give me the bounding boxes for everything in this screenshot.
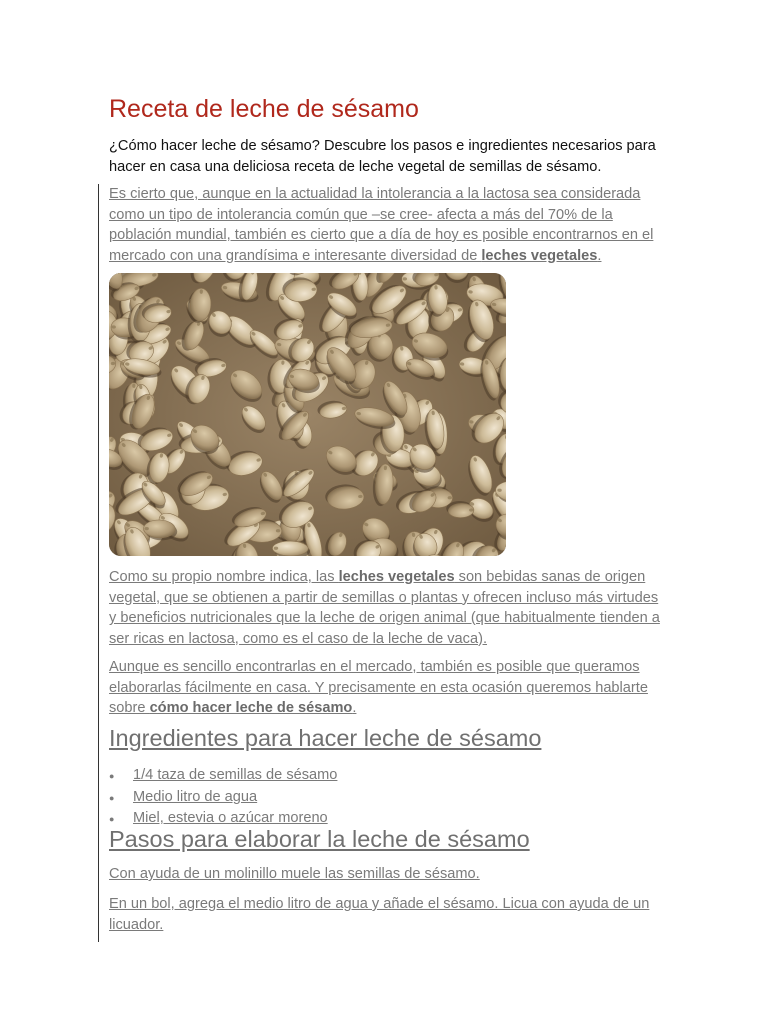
leches-vegetales-link-2[interactable]: leches vegetales bbox=[338, 569, 455, 585]
paragraph-lactose-intolerance[interactable] bbox=[109, 184, 669, 266]
paragraph-3-start: Aunque es sencillo encontrarlas en el mercado, también es posible que queramos elaborarlas fácilmente en casa. Y precisamente en esta ocasión queremos hablarte sobre bbox=[109, 659, 648, 716]
paragraph-1-end: . bbox=[597, 247, 602, 264]
bullet-icon: ● bbox=[109, 814, 115, 824]
paragraph-3-end: . bbox=[352, 700, 357, 716]
intro-paragraph: ¿Cómo hacer leche de sésamo? Descubre los pasos e ingredientes necesarios para hacer en casa una deliciosa receta de leche vegetal de semillas de sésamo. bbox=[109, 138, 656, 175]
paragraph-make-at-home[interactable] bbox=[109, 657, 669, 719]
ingredient-label: Medio litro de agua bbox=[133, 788, 258, 805]
bullet-icon: ● bbox=[109, 771, 115, 781]
step-2-paragraph[interactable]: En un bol, agrega el medio litro de agua y añade el sésamo. Licua con ayuda de un licuador. bbox=[109, 896, 650, 933]
como-hacer-leche-link[interactable]: cómo hacer leche de sésamo bbox=[149, 700, 353, 716]
sesame-seeds-image bbox=[109, 273, 506, 556]
page-title: Receta de leche de sésamo bbox=[109, 95, 419, 123]
bullet-icon: ● bbox=[109, 792, 115, 803]
sesame-seeds-photo bbox=[109, 273, 506, 556]
step-1-paragraph[interactable]: Con ayuda de un molinillo muele las semillas de sésamo. bbox=[109, 866, 480, 882]
paragraph-2-rest: son bebidas sanas de origen vegetal, que se obtienen a partir de semillas o plantas y ofrecen incluso más virtudes y beneficios nutricionales que la leche de origen animal (que habitualmente tienden a ser ricas en lactosa, como es el caso de la leche de vaca). bbox=[109, 569, 660, 647]
ingredient-label: Miel, estevia o azúcar moreno bbox=[133, 810, 328, 826]
left-margin-rule bbox=[98, 184, 99, 942]
leches-vegetales-link[interactable]: leches vegetales bbox=[481, 247, 598, 264]
ingredients-heading[interactable]: Ingredientes para hacer leche de sésamo bbox=[109, 725, 542, 751]
paragraph-2-start: Como su propio nombre indica, las bbox=[109, 569, 339, 585]
paragraph-1-text: Es cierto que, aunque en la actualidad la intolerancia a la lactosa sea considerada como un tipo de intolerancia común que –se cree- afecta a más del 70% de la población mundial, también es cierto que a día de hoy es posible encontrarnos en el mercado con una grandísima e interesante diversidad de bbox=[109, 186, 654, 264]
paragraph-plant-milks[interactable] bbox=[109, 567, 669, 649]
steps-heading[interactable]: Pasos para elaborar la leche de sésamo bbox=[109, 826, 530, 852]
ingredient-label: 1/4 taza de semillas de sésamo bbox=[133, 767, 338, 783]
